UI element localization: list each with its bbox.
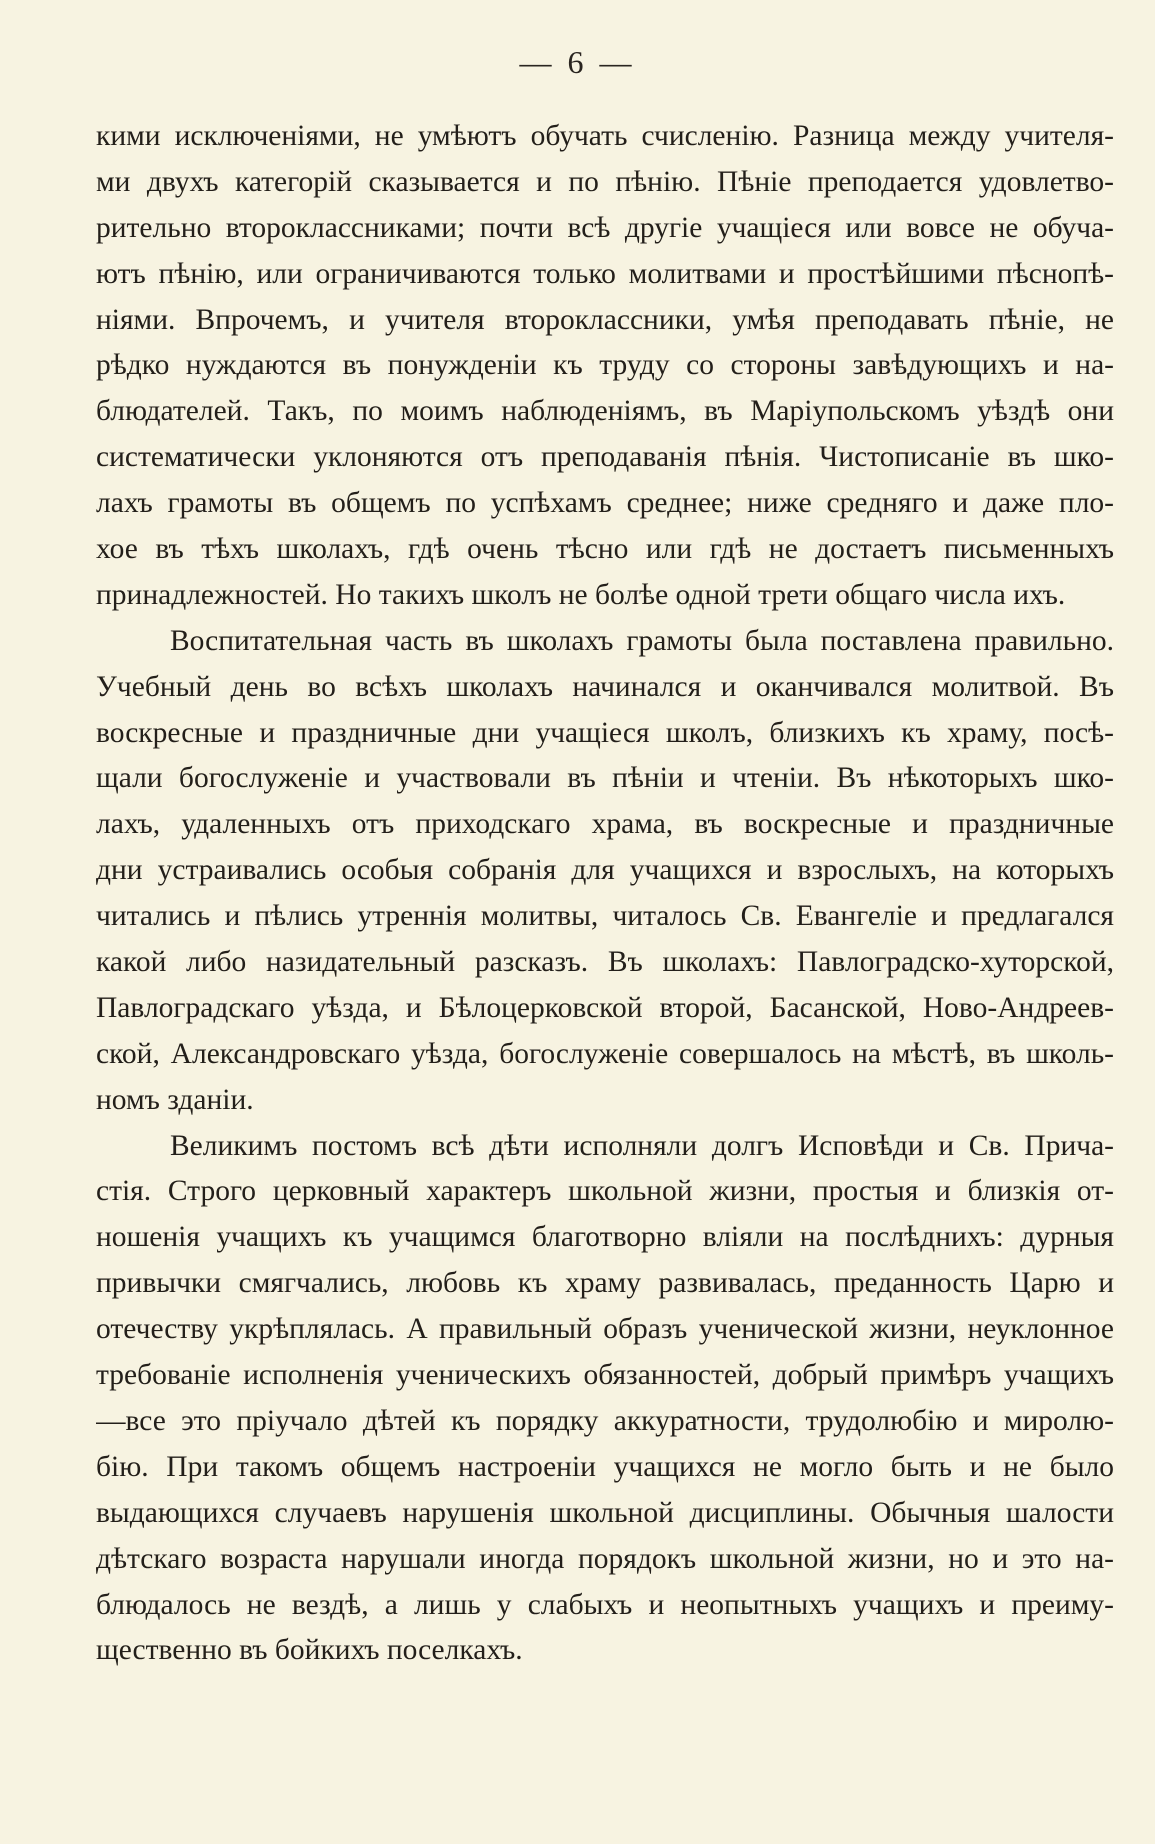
text-line: щественно въ бойкихъ поселкахъ. bbox=[96, 1634, 523, 1667]
text-line: ніями. Впрочемъ, и учителя второклассники, умѣя преподавать пѣніе, не bbox=[96, 303, 1114, 336]
text-line: номъ зданіи. bbox=[96, 1083, 254, 1116]
text-line: дни устраивались особыя собранія для учащихся и взрослыхъ, на которыхъ bbox=[96, 854, 1114, 887]
text-line: ношенія учащихъ къ учащимся благотворно вліяли на послѣднихъ: дурныя bbox=[96, 1221, 1114, 1254]
page-number: — 6 — bbox=[519, 44, 636, 80]
text-line: рительно второклассниками; почти всѣ другіе учащіеся или вовсе не обуча- bbox=[96, 211, 1114, 244]
text-line: стія. Строго церковный характеръ школьной жизни, простыя и близкія от- bbox=[96, 1175, 1114, 1208]
text-line: какой либо назидательный разсказъ. Въ школахъ: Павлоградско-хуторской, bbox=[96, 946, 1114, 979]
text-line: отечеству укрѣплялась. А правильный образъ ученической жизни, неуклонное bbox=[96, 1313, 1114, 1346]
text-line: лахъ грамоты въ общемъ по успѣхамъ среднее; ниже средняго и даже пло- bbox=[96, 487, 1114, 520]
text-line: Учебный день во всѣхъ школахъ начинался и оканчивался молитвой. Въ bbox=[96, 670, 1114, 703]
paragraph-2 bbox=[96, 619, 1114, 1124]
text-line: ской, Александровскаго уѣзда, богослуженіе совершалось на мѣстѣ, въ школь- bbox=[96, 1037, 1114, 1070]
paragraph-3 bbox=[96, 1124, 1114, 1675]
text-line: выдающихся случаевъ нарушенія школьной дисциплины. Обычныя шалости bbox=[96, 1496, 1114, 1529]
text-line: хое въ тѣхъ школахъ, гдѣ очень тѣсно или гдѣ не достаетъ письменныхъ bbox=[96, 533, 1114, 566]
text-line: Воспитательная часть въ школахъ грамоты была поставлена правильно. bbox=[170, 624, 1114, 657]
text-line: ми двухъ категорій сказывается и по пѣнію. Пѣніе преподается удовлетво- bbox=[96, 165, 1114, 198]
text-line: —все это пріучало дѣтей къ порядку аккуратности, трудолюбію и миролю- bbox=[96, 1404, 1114, 1437]
text-line: читались и пѣлись утреннія молитвы, читалось Св. Евангеліе и предлагался bbox=[96, 900, 1114, 933]
paragraph-1 bbox=[96, 114, 1114, 619]
text-line: систематически уклоняются отъ преподаванія пѣнія. Чистописаніе въ шко- bbox=[96, 441, 1114, 474]
text-line: блюдателей. Такъ, по моимъ наблюденіямъ, въ Маріупольскомъ уѣздѣ они bbox=[96, 395, 1114, 428]
text-line: блюдалось не вездѣ, а лишь у слабыхъ и неопытныхъ учащихъ и преиму- bbox=[96, 1588, 1114, 1621]
text-line: дѣтскаго возраста нарушали иногда порядокъ школьной жизни, но и это на- bbox=[96, 1542, 1114, 1575]
text-line: требованіе исполненія ученическихъ обязанностей, добрый примѣръ учащихъ bbox=[96, 1359, 1114, 1392]
body-text bbox=[96, 114, 1114, 1674]
text-line: воскресные и праздничные дни учащіеся школъ, близкихъ къ храму, посѣ- bbox=[96, 716, 1114, 749]
text-line: рѣдко нуждаются въ понужденіи къ труду со стороны завѣдующихъ и на- bbox=[96, 349, 1114, 382]
text-line: привычки смягчались, любовь къ храму развивалась, преданность Царю и bbox=[96, 1267, 1114, 1300]
text-line: щали богослуженіе и участвовали въ пѣніи и чтеніи. Въ нѣкоторыхъ шко- bbox=[96, 762, 1114, 795]
text-line: принадлежностей. Но такихъ школъ не болѣе одной трети общаго числа ихъ. bbox=[96, 578, 1066, 611]
text-line: лахъ, удаленныхъ отъ приходскаго храма, въ воскресные и праздничные bbox=[96, 808, 1114, 841]
text-line: кими исключеніями, не умѣютъ обучать счисленію. Разница между учителя- bbox=[96, 120, 1114, 152]
text-line: ютъ пѣнію, или ограничиваются только молитвами и простѣйшими пѣснопѣ- bbox=[96, 257, 1114, 290]
text-line: Великимъ постомъ всѣ дѣти исполняли долгъ Исповѣди и Св. Прича- bbox=[170, 1129, 1114, 1162]
text-line: Павлоградскаго уѣзда, и Бѣлоцерковской второй, Басанской, Ново-Андреев- bbox=[96, 991, 1114, 1024]
text-line: бію. При такомъ общемъ настроеніи учащихся не могло быть и не было bbox=[96, 1450, 1114, 1483]
